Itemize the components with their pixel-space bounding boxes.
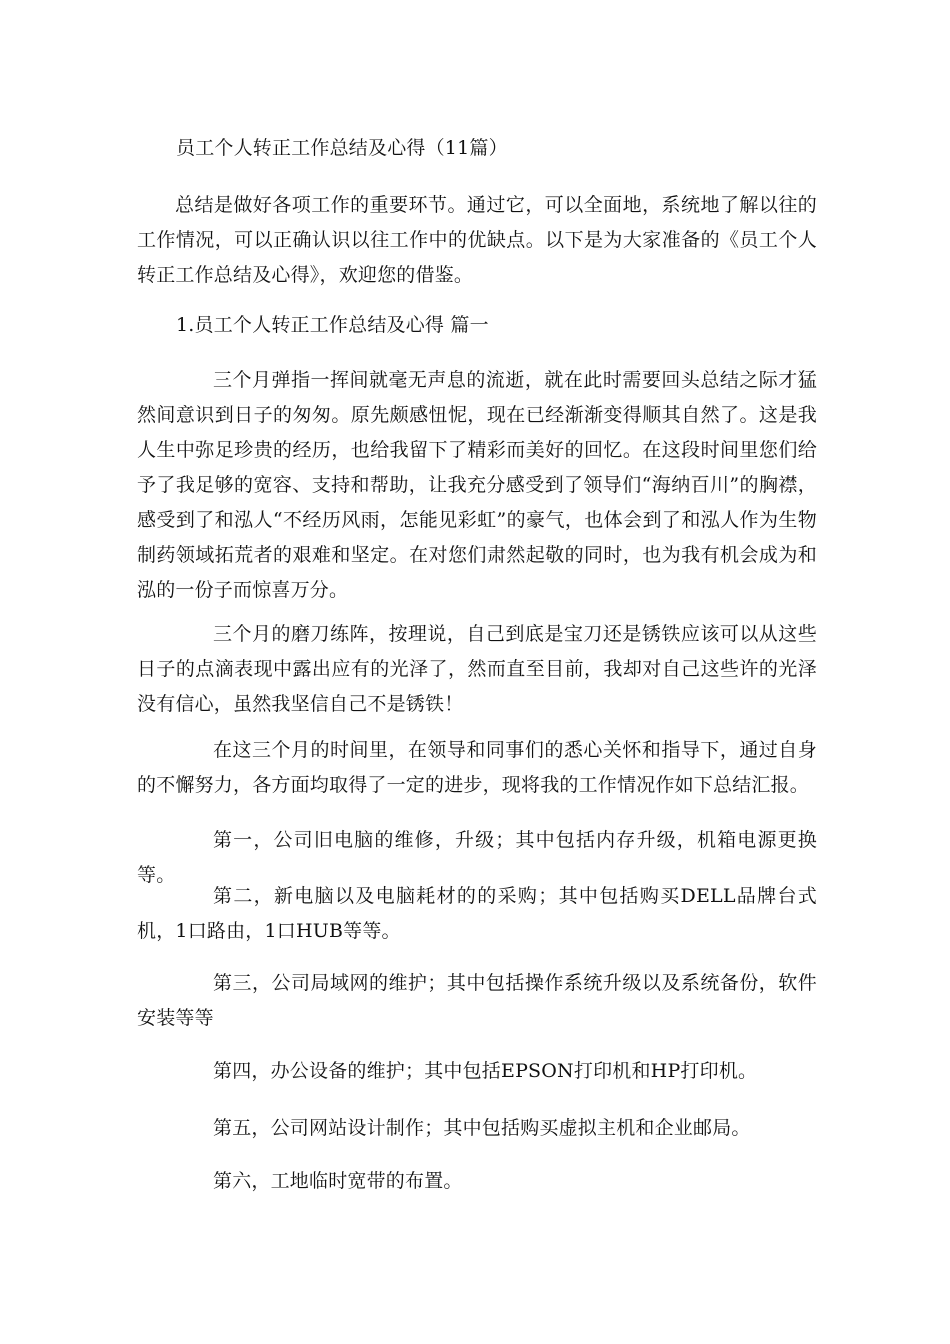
intro-paragraph: 总结是做好各项工作的重要环节。通过它，可以全面地，系统地了解以往的工作情况，可以正确认识以往工作中的优缺点。以下是为大家准备的《员工个人转正工作总结及心得》，欢迎您的借鉴。 [137,194,817,286]
list-item-paragraph: 第二，新电脑以及电脑耗材的的采购；其中包括购买DELL品牌台式机，1口路由，1口HUB等等。 [137,885,817,942]
body-paragraph: 三个月的磨刀练阵，按理说，自己到底是宝刀还是锈铁应该可以从这些日子的点滴表现中露出应有的光泽了，然而直至目前，我却对自己这些许的光泽没有信心，虽然我坚信自己不是锈铁！ [137,623,817,715]
list-item-paragraph: 第三，公司局域网的维护；其中包括操作系统升级以及系统备份，软件安装等等 [137,972,817,1029]
body-paragraph: 三个月弹指一挥间就毫无声息的流逝，就在此时需要回头总结之际才猛然间意识到日子的匆匆。原先颇感忸怩，现在已经渐渐变得顺其自然了。这是我人生中弥足珍贵的经历，也给我留下了精彩而美好的回忆。在这段时间里您们给予了我足够的宽容、支持和帮助，让我充分感受到了领导们“海纳百川”的胸襟，感受到了和泓人“不经历风雨，怎能见彩虹”的豪气，也体会到了和泓人作为生物制药领域拓荒者的艰难和坚定。在对您们肃然起敬的同时，也为我有机会成为和泓的一份子而惊喜万分。 [137,369,817,601]
list-item-paragraph: 第六，工地临时宽带的布置。 [213,1170,463,1192]
list-item-paragraph: 第四，办公设备的维护；其中包括EPSON打印机和HP打印机。 [213,1060,758,1082]
section-heading: 1.员工个人转正工作总结及心得 篇一 [176,314,489,336]
list-item-paragraph: 第一，公司旧电脑的维修，升级；其中包括内存升级，机箱电源更换等。 [137,829,817,886]
document-title: 员工个人转正工作总结及心得（11篇） [176,137,508,159]
body-paragraph: 在这三个月的时间里，在领导和同事们的悉心关怀和指导下，通过自身的不懈努力，各方面均取得了一定的进步，现将我的工作情况作如下总结汇报。 [137,739,817,796]
list-item-paragraph: 第五，公司网站设计制作；其中包括购买虚拟主机和企业邮局。 [213,1117,751,1139]
